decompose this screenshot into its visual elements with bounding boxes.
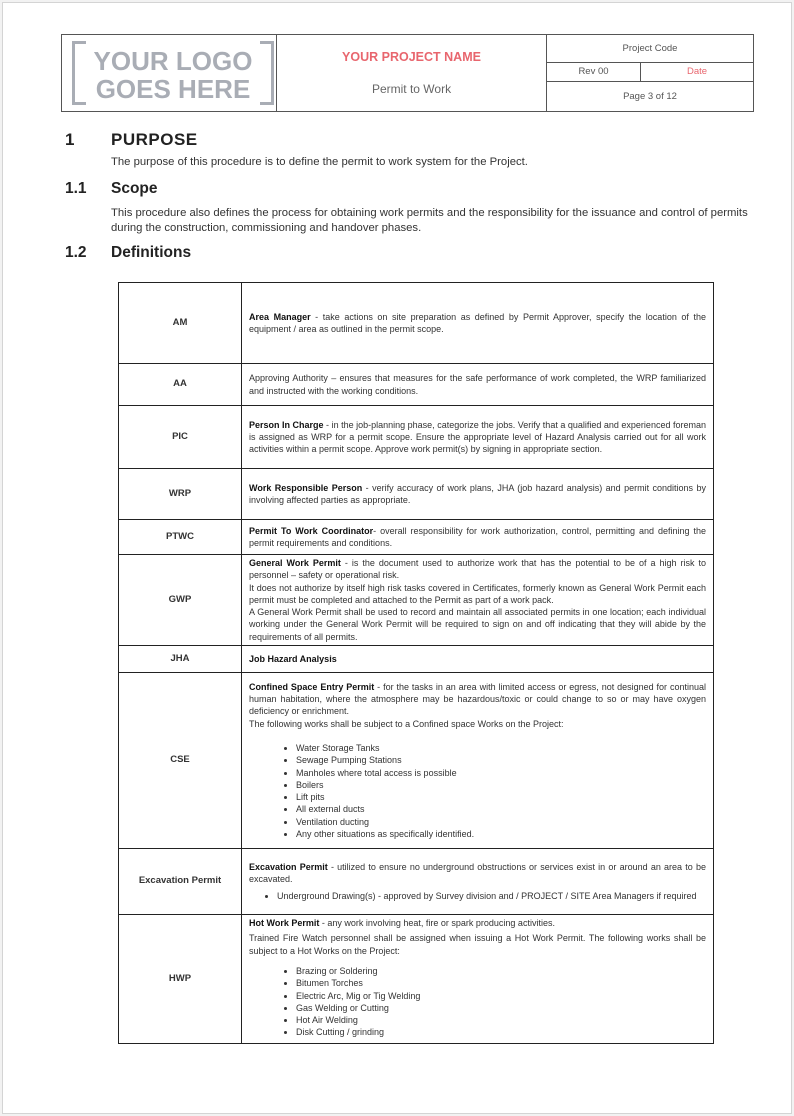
list-item: • Underground Drawing(s) - approved by Survey division and / PROJECT / SITE Area Managers if required: [277, 890, 706, 902]
definition-aa: Approving Authority – ensures that measures for the safe performance of work completed, the WRP familiarized and instructed with the working conditions.: [242, 364, 714, 406]
heading-scope: 1.1 Scope: [65, 180, 158, 197]
table-row: [119, 849, 714, 915]
table-row: [119, 406, 714, 469]
heading-definitions: 1.2 Definitions: [65, 244, 192, 261]
company-logo: [72, 41, 274, 105]
table-row: [119, 555, 714, 646]
term-cse: CSE: [119, 673, 242, 849]
purpose-text: The purpose of this procedure is to define the permit to work system for the Project.: [111, 156, 528, 168]
definition-jha: Job Hazard Analysis: [242, 646, 714, 673]
logo-line-2: GOES HERE: [95, 74, 251, 104]
list-item: • Boilers: [296, 779, 706, 791]
project-code: Project Code: [547, 35, 754, 63]
term-ptwc: PTWC: [119, 520, 242, 555]
title-cell: [277, 35, 547, 112]
document-header: [61, 34, 754, 112]
list-item: • Lift pits: [296, 791, 706, 803]
scope-text: This procedure also defines the process for obtaining work permits and the responsibility for the issuance and control of permits during the construction, commissioning and handover phases.: [111, 207, 748, 234]
table-row: [119, 520, 714, 555]
table-row: [119, 469, 714, 520]
definition-excavation: Excavation Permit - utilized to ensure no underground obstructions or services exist in or around an area to be excavated. • Underground Drawing(s) - approved by Survey division and / PROJECT / SITE Area Managers if required: [242, 849, 714, 915]
project-name: YOUR PROJECT NAME: [342, 50, 481, 64]
list-item: • Hot Air Welding: [296, 1014, 706, 1026]
list-item: • Any other situations as specifically identified.: [296, 828, 706, 840]
list-item: • Water Storage Tanks: [296, 742, 706, 754]
term-jha: JHA: [119, 646, 242, 673]
date: Date: [641, 63, 754, 81]
term-aa: AA: [119, 364, 242, 406]
cse-list: [249, 742, 706, 840]
definition-cse: Confined Space Entry Permit - for the tasks in an area with limited access or egress, not designed for continual human habitation, where the atmosphere may be hazardous/toxic or could change to so or may have oxygen deficiency or enrichment. The following works shall be subject to a Confined space Works on the Project: • Water Storage Tanks • Sewage Pumping Stations • Manholes where total access is possible • Boilers • Lift pits • All external ducts • Ventilation ducting • Any other situations as specifically identified.: [242, 673, 714, 849]
excavation-list: [249, 890, 706, 902]
page-number: Page 3 of 12: [547, 81, 754, 111]
document-page: [2, 2, 792, 1114]
heading-purpose: 1 PURPOSE: [65, 130, 198, 149]
table-row: [119, 283, 714, 364]
list-item: • Bitumen Torches: [296, 977, 706, 989]
definition-ptwc: Permit To Work Coordinator- overall responsibility for work authorization, control, permitting and defining the permit requirements and conditions.: [242, 520, 714, 555]
list-item: • Ventilation ducting: [296, 816, 706, 828]
table-row: [119, 673, 714, 849]
term-excavation: Excavation Permit: [119, 849, 242, 915]
document-title: Permit to Work: [371, 82, 452, 96]
revision: Rev 00: [547, 63, 641, 81]
table-row: [119, 364, 714, 406]
definition-hwp: Hot Work Permit - any work involving heat, fire or spark producing activities. Trained Fire Watch personnel shall be assigned when issuing a Hot Work Permit. The following works shall be subject to a Hot Works on the Project: • Brazing or Soldering • Bitumen Torches • Electric Arc, Mig or Tig Welding • Gas Welding or Cutting • Hot Air Welding • Disk Cutting / grinding: [242, 915, 714, 1044]
definition-wrp: Work Responsible Person - verify accuracy of work plans, JHA (job hazard analysis) and permit conditions by involving affected parties as appropriate.: [242, 469, 714, 520]
list-item: • Gas Welding or Cutting: [296, 1002, 706, 1014]
definitions-table: [118, 282, 714, 1044]
term-pic: PIC: [119, 406, 242, 469]
list-item: • Disk Cutting / grinding: [296, 1026, 706, 1038]
term-am: AM: [119, 283, 242, 364]
definition-am: Area Manager - take actions on site preparation as defined by Permit Approver, specify the location of the equipment / area as outlined in the permit scope.: [242, 283, 714, 364]
term-wrp: WRP: [119, 469, 242, 520]
list-item: • Electric Arc, Mig or Tig Welding: [296, 990, 706, 1002]
table-row: [119, 646, 714, 673]
term-hwp: HWP: [119, 915, 242, 1044]
logo-cell: [62, 35, 277, 112]
logo-line-1: YOUR LOGO: [93, 46, 253, 76]
list-item: • All external ducts: [296, 803, 706, 815]
list-item: • Manholes where total access is possible: [296, 767, 706, 779]
definition-gwp: General Work Permit - is the document used to authorize work that has the potential to be of a high risk to personnel – safety or operational risk. It does not authorize by itself high risk tasks covered in Certificates, formerly known as General Work Permit each permit must be completed and attached to the Permit as part of a work pack. A General Work Permit shall be used to record and maintain all associated permits in one location; each individual working under the General Work Permit will be required to sign on and off indicating that they will abide by the requirements of all permits.: [242, 555, 714, 646]
list-item: • Sewage Pumping Stations: [296, 754, 706, 766]
hwp-list: [249, 965, 706, 1039]
definition-pic: Person In Charge - in the job-planning phase, categorize the jobs. Verify that a qualified and experienced foreman is assigned as WRP for a permit scope. Ensure the appropriate level of Hazard Analysis carried out for all work activities within a permit scope. Approve work permit(s) by signing in appropriate section.: [242, 406, 714, 469]
term-gwp: GWP: [119, 555, 242, 646]
list-item: • Brazing or Soldering: [296, 965, 706, 977]
table-row: [119, 915, 714, 1044]
